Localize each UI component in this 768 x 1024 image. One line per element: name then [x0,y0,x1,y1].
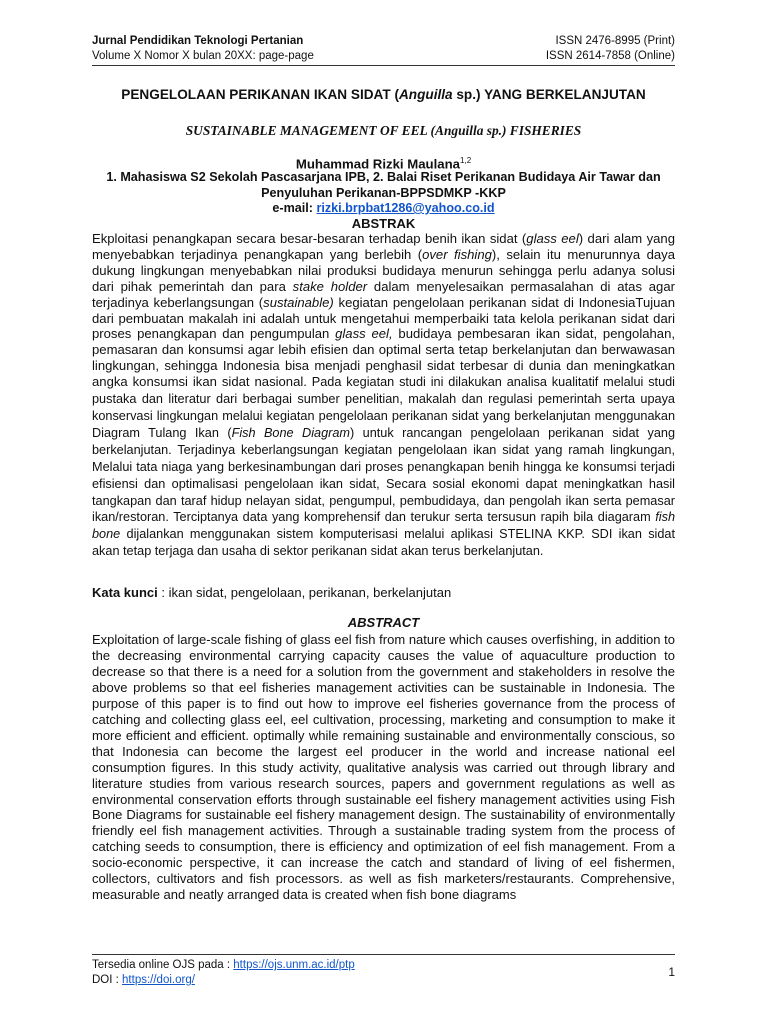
journal-name: Jurnal Pendidikan Teknologi Pertanian [92,35,304,47]
keywords-list: : ikan sidat, pengelolaan, perikanan, berkelanjutan [157,585,452,600]
paper-title-en: SUSTAINABLE MANAGEMENT OF EEL (Anguilla sp.) FISHERIES [185,123,582,138]
abstract-body: Exploitation of large-scale fishing of glass eel fish from nature which causes overfishing, in addition to the decreasing environmental carrying capacity causes the value of aquaculture production to decrease so that there is a need for a solution from the government and stakeholders in resolve the above problems so that eel fisheries management activities can be sustainable in Indonesia. The purpose of this paper is to find out how to improve eel fisheries governance from the process of catching and collecting glass eel, eel cultivation, processing, marketing and consumption to make it more efficient and efficient. optimally while remaining sustainable and environmentally conscious, so that Indonesia can become the largest eel producer in the world and increase national eel consumption figures. In this study activity, qualitative analysis was carried out through library and literature studies from various research sources, papers and government regulations as well as environmental conservation efforts through sustainable eel fishery management activities using Fish Bone Diagrams for sustainable eel fishery management design. The sustainability of environmentally friendly eel fish management activities. Through a sustainable trading system from the process of catching seeds to consumption, there is efficiency and optimization of eel fish management. From a socio-economic perspective, it can increase the catch and standard of living of eel fishermen, collectors, cultivators and fish processors. as well as fish marketers/restaurants. Comprehensive, measurable and neatly arranged data is created when fish bone diagrams [92,632,675,903]
header-divider [92,65,675,66]
footer-online: Tersedia online OJS pada : https://ojs.unm.ac.id/ptp [92,959,355,971]
author-email: e-mail: rizki.brpbat1286@yahoo.co.id [272,201,495,215]
paper-title-id: PENGELOLAAN PERIKANAN IKAN SIDAT (Anguilla sp.) YANG BERKELANJUTAN [121,87,646,102]
footer-doi: DOI : https://doi.org/ [92,974,195,986]
keywords-label: Kata kunci [92,585,158,600]
footer-divider [92,954,675,955]
abstract-heading: ABSTRACT [347,615,420,630]
keywords [92,585,675,601]
species-name: Anguilla [398,87,453,102]
email-link[interactable]: rizki.brpbat1286@yahoo.co.id [316,201,495,215]
affiliation: 1. Mahasiswa S2 Sekolah Pascasarjana IPB, 2. Balai Riset Perikanan Budidaya Air Tawar dan Penyuluhan Perikanan-BPPSDMKP -KKP [106,170,661,200]
ojs-link[interactable]: https://ojs.unm.ac.id/ptp [233,959,355,971]
volume-info: Volume X Nomor X bulan 20XX: page-page [92,50,314,62]
author-affiliation-marker: 1,2 [460,156,472,165]
issn-online: ISSN 2614-7858 (Online) [545,50,675,62]
author-name: Muhammad Rizki Maulana$^{1,2}$ [295,156,472,172]
issn-print: ISSN 2476-8995 (Print) [555,35,675,47]
abstrak-body: Ekploitasi penangkapan secara besar-besaran terhadap benih ikan sidat (glass eel) dari alam yang menyebabkan terjadinya penangkapan yang berlebih (over fishing), selain itu menurunnya daya dukung lingkungan menyebabkan nilai produksi budidaya menurun sehingga perlu adanya solusi dari pihak pemerintah dan para stake holder dalam menyelesaikan permasalahan di atas agar terjadinya keberlangsungan (sustainable) kegiatan pengelolaan perikanan sidat di IndonesiaTujuan dari pembuatan makalah ini adalah untuk mengetahui memperbaiki tata kelola perikanan sidat dari proses penangkapan dan pengumpulan glass eel, budidaya pembesaran ikan sidat, pengolahan, pemasaran dan konsumsi agar lebih efisien dan optimal serta tetap berkelanjutan dan berwawasan lingkungan, sehingga Indonesia bisa menjadi penghasil sidat terbesar di dunia dan meningkatkan angka konsumsi ikan sidat nasional. Pada kegiatan studi ini dilakukan analisa kualitatif melalui studi pustaka dan literatur dari berbagai sumber penelitian, makalah dan regulasi pemerintah serta upaya konservasi lingkungan melalui kegiatan pengelolaan perikanan sidat yang berkelanjutan menggunakan Diagram Tulang Ikan (Fish Bone Diagram) untuk rancangan pengelolaan perikanan sidat yang berkelanjutan. Terjadinya keberlangsungan kegiatan pengelolaan ikan sidat yang ramah lingkungan, Melalui tata niaga yang berkesinambungan dari proses penangkapan benih hingga ke konsumsi terjadi efisiensi dan optimalisasi pengelolaan ikan sidat, Secara sosial ekonomi dapat meningkatkan hasil tangkapan dan taraf hidup nelayan sidat, pengumpul, pembudidaya, dan pengolah ikan serta pemasar ikan/restoran. Terciptanya data yang komprehensif dan terukur serta tersusun rapih bila diagaram fish bone dijalankan menggunakan sistem komputerisasi melalui aplikasi STELINA KKP. SDI ikan sidat akan tetap terjaga dan usaha di sektor perikanan sidat akan terus berkelanjutan. [92,231,676,559]
running-header [92,34,675,64]
page-number: 1 [668,965,675,979]
doi-link[interactable]: https://doi.org/ [122,974,195,986]
footer [92,958,675,988]
abstrak-heading: ABSTRAK [351,216,416,231]
